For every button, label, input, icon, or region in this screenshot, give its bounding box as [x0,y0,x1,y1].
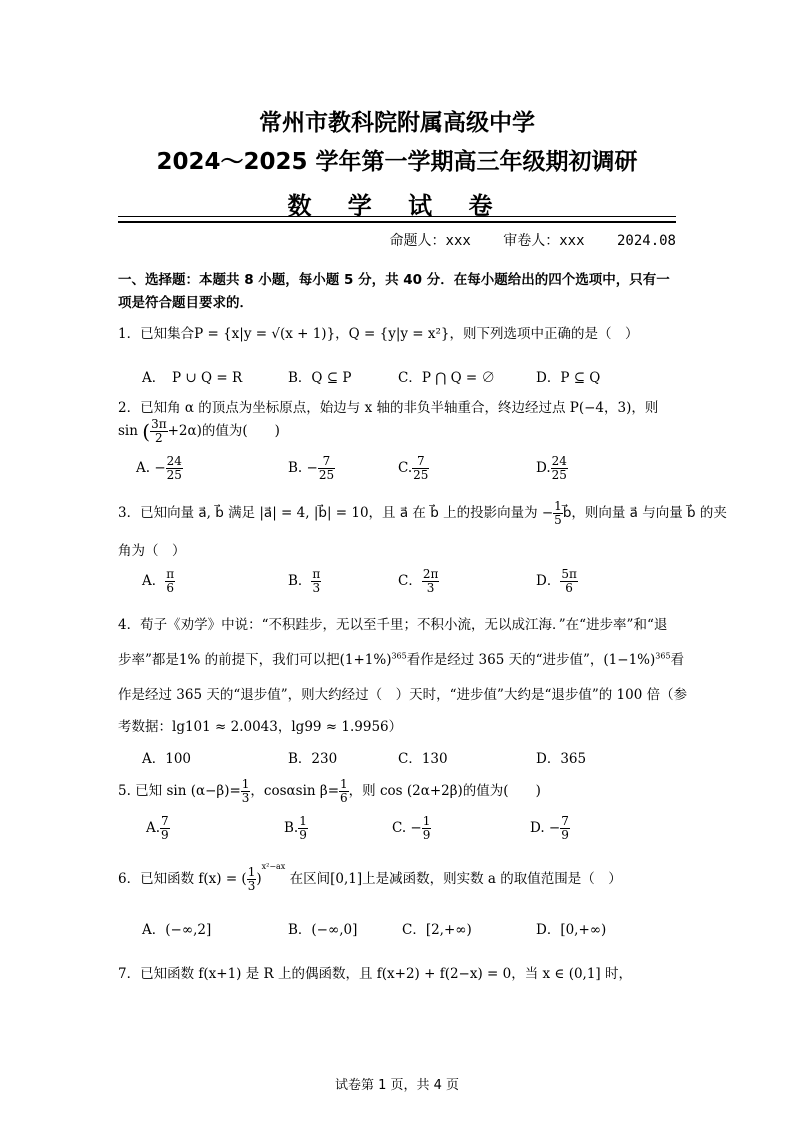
q5-text-b: ，cosαsin β= [250,783,340,799]
q4-option-c: C．130 [398,751,448,767]
question-4-line2 [118,648,684,668]
q3-option-a [142,568,175,595]
q5-frac2-den: 6 [340,791,348,805]
header-rule-thick [118,221,676,223]
question-7-stem: 7．已知函数 f(x+1) 是 R 上的偶函数，且 f(x+2) + f(2−x) = 0，当 x ∈ (0,1] 时， [118,966,632,982]
question-4-line3: 作是经过 365 天的“退步值”，则大约经过（ ）天时，“进步值”大约是“退步值”的 100 倍（参 [118,687,688,703]
q5-option-c-num: 1 [422,814,431,828]
q6-text-a: 6．已知函数 f(x) = ( [118,871,247,887]
q3-text-a: 3．已知向量 a⃗, b⃗ 满足 |a⃗| = 4, |b⃗| = 10，且 a⃗ 在 b⃗ 上的投影向量为 − [118,505,554,521]
q5-option-d [530,815,570,842]
q3-option-c [398,568,439,595]
q6-option-b: B．(−∞,0] [288,922,358,938]
q5-text-c: ，则 cos (2α+2β)的值为( ) [348,783,541,799]
q2-option-c-num: 7 [412,455,429,469]
q4-text-c: 看 [670,652,685,668]
q4-text-b: 看作是经过 365 天的“进步值”， [406,652,604,668]
q6-option-c: C．[2,+∞) [402,922,472,938]
question-4-line4: 考数据：lg101 ≈ 2.0043，lg99 ≈ 1.9956） [118,719,403,735]
q6-exponent: x²−ax [261,862,286,871]
question-3-line1 [118,500,727,527]
q6-option-a: A．(−∞,2] [142,922,212,938]
reviewer-label: 审卷人：xxx [503,233,585,249]
q6-frac-num: 1 [247,865,256,879]
q5-option-b-num: 1 [299,814,307,828]
q4-text-a: 步率”都是1% 的前提下，我们可以把 [118,652,340,668]
q3-text-b: b⃗，则向量 a⃗ 与向量 b⃗ 的夹 [562,505,727,521]
q3-option-d-label: D． [536,573,561,589]
q2-option-d-num: 24 [551,454,567,468]
question-6-stem [118,862,622,893]
q4-expr-regress: (1−1%) [603,652,656,668]
q6-frac-den: 3 [247,879,256,893]
q5-option-a-den: 9 [161,828,169,842]
q3-option-c-num: 2π [422,567,439,581]
q2-option-c-label: C. [398,460,413,476]
q5-option-d-den: 9 [561,828,569,842]
q5-option-c [392,815,431,842]
q2-option-c [398,455,429,482]
subject-title: 数 学 试 卷 [287,192,507,220]
q2-option-c-den: 25 [413,468,429,482]
q2-sin: sin [118,423,138,439]
q2-option-a-num: 24 [166,454,182,468]
q5-option-a-num: 7 [161,814,169,828]
q4-exp-2: 365 [655,651,671,661]
q5-frac2-num: 1 [340,777,348,791]
q2-option-a-den: 25 [166,468,182,482]
q4-option-b: B．230 [288,751,338,767]
setter-label: 命题人：xxx [389,233,471,249]
q3-option-c-den: 3 [426,581,435,595]
q4-option-d: D．365 [536,751,587,767]
question-2-line2 [118,418,280,445]
q6-text-c: 在区间[0,1]上是减函数，则实数 a 的取值范围是（ ） [285,871,622,887]
q5-option-d-label: D. − [530,820,561,836]
q5-option-c-den: 9 [422,828,431,842]
q2-option-b-num: 7 [318,455,335,469]
q6-option-d: D．[0,+∞) [536,922,607,938]
q4-exp-1: 365 [391,651,407,661]
q5-frac1-num: 1 [241,777,250,791]
q3-option-b [288,568,321,595]
q1-option-b: B．Q ⊆ P [288,370,352,386]
q3-option-c-label: C． [398,573,422,589]
q5-option-c-label: C. − [392,820,422,836]
q3-frac-den: 5 [554,513,562,527]
q3-option-d [536,568,578,595]
q2-tail: +2α)的值为( ) [167,423,280,439]
q1-option-d: D．P ⊆ Q [536,370,601,386]
q5-option-d-num: 7 [561,814,569,828]
question-2-line1: 2．已知角 α 的顶点为坐标原点，始边与 x 轴的非负半轴重合，终边经过点 P(−4，3)，则 [118,400,659,416]
exam-meta [366,230,676,250]
q3-option-b-num: π [312,567,321,581]
q3-option-d-den: 6 [565,581,573,595]
q2-paren: ( [142,419,151,444]
q3-fraction [553,500,563,527]
q2-option-d-label: D. [536,460,551,476]
q2-option-b-den: 25 [318,468,335,482]
q3-option-a-den: 6 [166,581,175,595]
q5-frac1-den: 3 [241,791,250,805]
q2-option-b-label: B. − [288,460,318,476]
q2-option-a-label: A. − [136,460,166,476]
q2-option-d [536,455,568,482]
q6-close-paren: ) [256,871,262,887]
exam-date: 2024.08 [616,233,676,249]
q2-option-d-den: 25 [551,468,567,482]
page-footer: 试卷第 1 页，共 4 页 [334,1078,460,1093]
section-heading-line2: 项是符合题目要求的． [118,295,253,311]
question-1-stem: 1．已知集合P = {x|y = √(x + 1)}，Q = {y|y = x²}，则下列选项中正确的是（ ） [118,326,639,342]
q5-text-a: 5. 已知 sin (α−β)= [118,783,241,799]
header-rule-thin [118,216,676,217]
q5-option-b [284,815,308,842]
q3-frac-num: 1 [554,499,562,513]
q5-option-b-label: B. [284,820,299,836]
q2-frac-den: 2 [155,431,163,445]
q5-option-b-den: 9 [299,828,307,842]
q5-option-a-label: A. [146,820,161,836]
q3-option-a-num: π [166,567,175,581]
section-heading-line1: 一、选择题：本题共 8 小题，每小题 5 分，共 40 分．在每小题给出的四个选项中，只有一 [118,272,670,288]
q4-expr-progress: (1+1%) [339,652,392,668]
q1-option-c: C．P ⋂ Q = ∅ [398,370,496,386]
q1-option-a: A． P ∪ Q = R [142,370,243,386]
question-5-stem [118,778,541,805]
q3-option-b-den: 3 [312,581,321,595]
q2-option-b [288,455,335,482]
q3-option-d-num: 5π [561,567,577,581]
q2-fraction [150,418,168,445]
q2-frac-num: 3π [151,417,167,431]
school-title: 常州市教科院附属高级中学 [259,110,535,136]
q2-option-a [136,455,183,482]
q4-option-a: A．100 [142,751,192,767]
question-3-line2: 角为（ ） [118,543,186,559]
exam-term-title: 2024～2025 学年第一学期高三年级期初调研 [156,149,638,175]
question-4-line1: 4．荀子《劝学》中说：“不积跬步，无以至千里；不积小流，无以成江海．”在“进步率”和“退 [118,617,668,633]
q3-option-b-label: B． [288,573,312,589]
q3-option-a-label: A． [142,573,166,589]
q5-option-a [146,815,170,842]
